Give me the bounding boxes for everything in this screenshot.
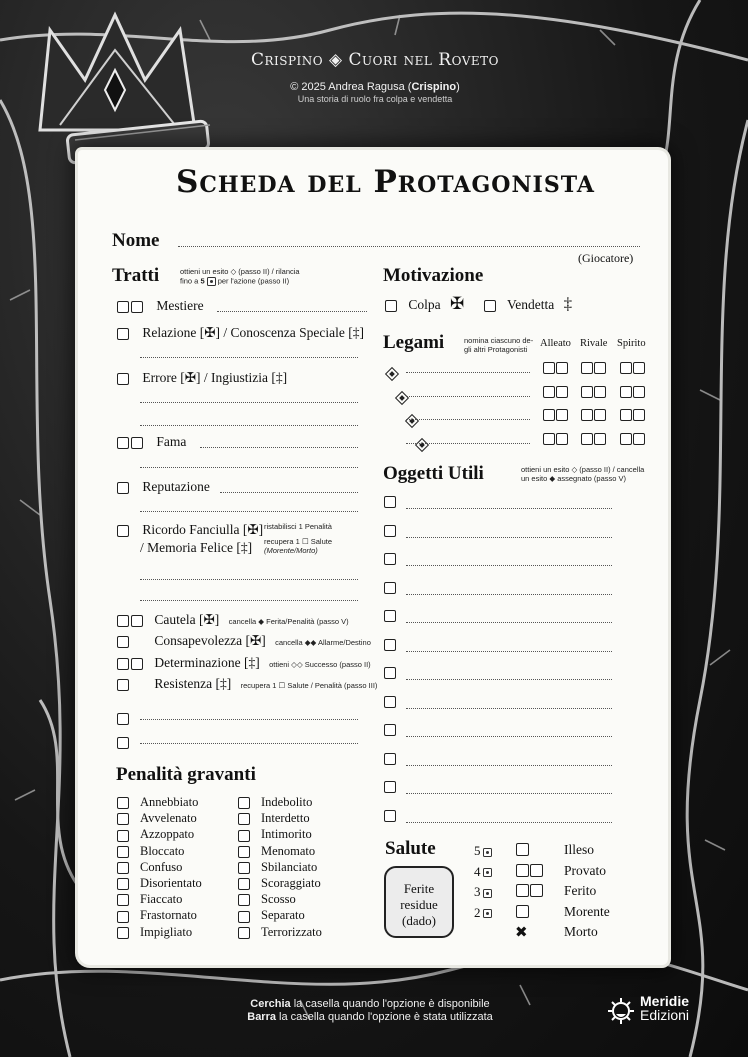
- vendetta-label: Vendetta: [507, 297, 555, 312]
- brand-right: Cuori nel Roveto: [348, 50, 499, 70]
- penalita-item-row: [117, 892, 182, 907]
- errore-checkbox[interactable]: [117, 373, 129, 385]
- determinazione-row: [117, 655, 371, 671]
- legame-alleato-checkbox[interactable]: [556, 433, 568, 445]
- penalita-item-row: [117, 844, 184, 859]
- legame-spirito-checkbox[interactable]: [620, 409, 632, 421]
- copyright: [240, 81, 510, 93]
- oggetto-field[interactable]: [406, 508, 612, 509]
- legame-name-field[interactable]: [406, 372, 530, 373]
- cautela-checkbox-2[interactable]: [131, 615, 143, 627]
- oggetto-checkbox[interactable]: [384, 810, 396, 822]
- penalita-item-row: [117, 795, 198, 810]
- oggetto-checkbox[interactable]: [384, 724, 396, 736]
- cautela-checkbox-1[interactable]: [117, 615, 129, 627]
- penalita-item-label: Fiaccato: [140, 892, 183, 907]
- reputazione-label: Reputazione: [142, 479, 210, 494]
- penalita-item-checkbox[interactable]: [238, 927, 250, 939]
- motivazione-title: Motivazione: [383, 265, 484, 286]
- fama-row: [117, 434, 186, 450]
- page-title: Scheda del Protagonista: [176, 164, 595, 200]
- legame-spirito-checkbox[interactable]: [620, 433, 632, 445]
- salute-checkbox[interactable]: [516, 864, 529, 877]
- salute-level-label: Morente: [564, 903, 610, 919]
- oggetto-field[interactable]: [406, 765, 612, 766]
- dead-cross-icon: ✖: [515, 923, 528, 941]
- legame-spirito-checkbox[interactable]: [633, 362, 645, 374]
- oggetto-checkbox[interactable]: [384, 496, 396, 508]
- mestiere-label: Mestiere: [156, 298, 204, 313]
- salute-level-number: [474, 905, 492, 921]
- ricordo-row: [117, 522, 263, 538]
- penalita-item-checkbox[interactable]: [238, 911, 250, 923]
- mestiere-checkbox-1[interactable]: [117, 301, 129, 313]
- legame-name-field[interactable]: [406, 443, 530, 444]
- crown-illustration: [40, 15, 210, 163]
- errore-label: Errore [✠] / Ingiustizia [‡]: [142, 370, 288, 385]
- errore-row: [117, 370, 287, 386]
- copyright-name: Crispino: [411, 81, 457, 93]
- ricordo-field-1[interactable]: [140, 579, 358, 580]
- salute-level-num: 2: [474, 904, 481, 920]
- oggetto-field[interactable]: [406, 537, 612, 538]
- penalita-item-row: [117, 811, 197, 826]
- resistenza-note: recupera 1 ☐ Salute / Penalità (passo III): [240, 681, 378, 690]
- oggetto-field[interactable]: [406, 679, 612, 680]
- legami-note-b: gli altri Protagonisti: [464, 344, 528, 354]
- determinazione-checkbox-2[interactable]: [131, 658, 143, 670]
- penalita-item-label: Separato: [261, 908, 305, 923]
- penalita-item-label: Annebbiato: [140, 795, 199, 809]
- legami-note-a: nomina ciascuno de-: [464, 336, 534, 345]
- penalita-item-checkbox[interactable]: [117, 813, 129, 825]
- legame-alleato-checkbox[interactable]: [543, 433, 555, 445]
- fama-checkbox-2[interactable]: [131, 437, 143, 449]
- penalita-item-label: Intimorito: [261, 827, 312, 842]
- legame-spirito-checkbox[interactable]: [633, 386, 645, 398]
- resistenza-checkbox[interactable]: [117, 679, 129, 691]
- legame-alleato-checkbox[interactable]: [556, 409, 568, 421]
- legame-name-field[interactable]: [406, 419, 530, 420]
- penalita-item-checkbox[interactable]: [238, 830, 250, 842]
- double-dagger-icon: ‡: [563, 294, 573, 313]
- ricordo-note-1: ristabilisci 1 Penalità: [264, 522, 332, 531]
- penalita-item-checkbox[interactable]: [238, 878, 250, 890]
- copyright-suffix: ): [456, 81, 460, 93]
- legame-alleato-checkbox[interactable]: [543, 409, 555, 421]
- penalita-item-checkbox[interactable]: [117, 797, 129, 809]
- penalita-item-label: Impigliato: [140, 924, 193, 939]
- extra-trait-field-1[interactable]: [140, 719, 358, 720]
- legame-alleato-checkbox[interactable]: [543, 386, 555, 398]
- penalita-item-checkbox[interactable]: [238, 797, 250, 809]
- penalita-item-label: Disorientato: [140, 876, 202, 890]
- fama-field-1[interactable]: [200, 447, 358, 448]
- penalita-item-label: Azzoppato: [140, 827, 195, 842]
- legame-alleato-checkbox[interactable]: [556, 386, 568, 398]
- footer-line1: la casella quando l'opzione è disponibile: [290, 998, 490, 1010]
- fama-field-2[interactable]: [140, 467, 358, 468]
- brand-separator: ◈: [329, 50, 343, 70]
- ricordo-field-2[interactable]: [140, 600, 358, 601]
- penalita-item-label: Interdetto: [261, 811, 310, 826]
- oggetti-note-b: un esito ◆ assegnato (passo V): [521, 473, 626, 483]
- oggetti-title: Oggetti Utili: [383, 463, 484, 484]
- resistenza-label: Resistenza [‡]: [154, 676, 232, 691]
- legame-spirito-checkbox[interactable]: [633, 433, 645, 445]
- legame-rivale-checkbox[interactable]: [581, 362, 593, 374]
- tratti-note-b-num: 5: [200, 275, 205, 285]
- penalita-item-label: Terrorizzato: [261, 924, 322, 939]
- penalita-title: Penalità gravanti: [116, 764, 256, 785]
- salute-level-number: [474, 843, 492, 859]
- salute-level-num: 4: [474, 863, 481, 879]
- salute-level-number: [474, 884, 492, 900]
- oggetto-field[interactable]: [406, 651, 612, 652]
- penalita-item-checkbox[interactable]: [238, 862, 250, 874]
- nome-field[interactable]: [178, 246, 640, 247]
- penalita-item-label: Menomato: [261, 843, 316, 858]
- consapevolezza-label: Consapevolezza [✠]: [154, 633, 266, 648]
- relazione-row: [117, 325, 364, 341]
- penalita-item-label: Sbilanciato: [261, 859, 318, 874]
- oggetto-checkbox[interactable]: [384, 667, 396, 679]
- sun-icon: [606, 996, 636, 1026]
- oggetto-checkbox[interactable]: [384, 696, 396, 708]
- penalita-item-row: [117, 876, 202, 891]
- oggetto-checkbox[interactable]: [384, 610, 396, 622]
- ferite-label: Ferite residue (dado): [400, 881, 438, 928]
- ricordo-note-2b: (Morente/Morto): [264, 545, 318, 555]
- penalita-item-label: Scosso: [261, 892, 296, 907]
- extra-trait-checkbox-2[interactable]: [117, 737, 129, 749]
- legame-rivale-checkbox[interactable]: [581, 433, 593, 445]
- oggetto-field[interactable]: [406, 793, 612, 794]
- penalita-item-label: Indebolito: [261, 795, 313, 809]
- legame-rivale-checkbox[interactable]: [594, 362, 606, 374]
- cautela-note: cancella ◆ Ferita/Penalità (passo V): [228, 617, 349, 626]
- extra-trait-checkbox-1[interactable]: [117, 713, 129, 725]
- legami-col-alleato: Alleato: [540, 338, 571, 349]
- oggetto-checkbox[interactable]: [384, 753, 396, 765]
- oggetto-field[interactable]: [406, 594, 612, 595]
- tratti-note-a: ottieni un esito ◇ (passo II) / rilancia: [180, 267, 300, 276]
- salute-checkbox[interactable]: [516, 905, 529, 918]
- legami-note: [464, 337, 533, 354]
- penalita-item-checkbox[interactable]: [117, 927, 129, 939]
- publisher-name: Meridie: [640, 993, 690, 1009]
- legami-col-spirito: Spirito: [617, 338, 646, 349]
- cross-patee-icon: ✠: [450, 294, 465, 313]
- extra-trait-field-2[interactable]: [140, 743, 358, 744]
- legame-spirito-checkbox[interactable]: [620, 362, 632, 374]
- legame-rivale-checkbox[interactable]: [594, 433, 606, 445]
- oggetto-checkbox[interactable]: [384, 781, 396, 793]
- relazione-label: Relazione [✠] / Conoscenza Speciale [‡]: [142, 325, 364, 340]
- legami-title: Legami: [383, 332, 445, 353]
- oggetto-checkbox[interactable]: [384, 525, 396, 537]
- penalita-item-row: [117, 908, 197, 923]
- ricordo-note-2: [264, 538, 332, 555]
- salute-level-label: Morto: [564, 924, 598, 939]
- penalita-item-row: [238, 844, 315, 859]
- ricordo-note-2a: recupera 1 ☐ Salute: [264, 537, 333, 546]
- penalita-item-checkbox[interactable]: [238, 894, 250, 906]
- cautela-label: Cautela [✠]: [154, 612, 220, 627]
- nome-label: Nome: [112, 230, 160, 251]
- tratti-title: Tratti: [112, 265, 160, 286]
- legame-rivale-checkbox[interactable]: [594, 409, 606, 421]
- salute-level-num: 3: [474, 884, 481, 899]
- penalita-item-row: [238, 860, 317, 875]
- footer-legend: [220, 998, 520, 1024]
- oggetto-checkbox[interactable]: [384, 553, 396, 565]
- determinazione-note: ottieni ◇◇ Successo (passo II): [269, 660, 371, 669]
- resistenza-row: [117, 676, 377, 692]
- salute-checkbox[interactable]: [530, 884, 543, 897]
- legame-spirito-checkbox[interactable]: [633, 409, 645, 421]
- oggetto-field[interactable]: [406, 736, 612, 737]
- footer-line2: la casella quando l'opzione è stata utilizzata: [276, 1011, 493, 1023]
- die-icon: [207, 277, 216, 286]
- oggetti-note-a: ottieni un esito ◇ (passo II) / cancella: [521, 465, 645, 474]
- oggetto-field[interactable]: [406, 565, 612, 566]
- reputazione-field-2[interactable]: [140, 511, 358, 512]
- legame-rivale-checkbox[interactable]: [581, 409, 593, 421]
- penalita-item-checkbox[interactable]: [117, 911, 129, 923]
- salute-level-num: 5: [474, 843, 481, 858]
- legame-rivale-checkbox[interactable]: [594, 386, 606, 398]
- brand-left: Crispino: [250, 50, 324, 70]
- motivazione-row: [385, 294, 572, 314]
- oggetto-field[interactable]: [406, 708, 612, 709]
- copyright-prefix: © 2025 Andrea Ragusa (: [290, 81, 412, 93]
- footer-cerchia: Cerchia: [250, 998, 291, 1010]
- die-icon: [483, 868, 492, 877]
- legame-spirito-checkbox[interactable]: [620, 386, 632, 398]
- oggetti-note: [521, 466, 644, 483]
- reputazione-row: [117, 479, 210, 495]
- relazione-field[interactable]: [140, 357, 358, 358]
- consapevolezza-checkbox[interactable]: [117, 636, 129, 648]
- ricordo-label-b: / Memoria Felice [‡]: [140, 540, 253, 555]
- penalita-item-row: [238, 811, 310, 826]
- penalita-item-checkbox[interactable]: [117, 830, 129, 842]
- penalita-item-row: [117, 925, 192, 940]
- reputazione-checkbox[interactable]: [117, 482, 129, 494]
- ricordo-label-a: Ricordo Fanciulla [✠]: [142, 522, 264, 537]
- penalita-item-label: Avvelenato: [140, 811, 197, 826]
- penalita-item-checkbox[interactable]: [117, 878, 129, 890]
- salute-checkbox[interactable]: [516, 884, 529, 897]
- salute-level-label: Provato: [564, 862, 606, 878]
- salute-checkbox[interactable]: [530, 864, 543, 877]
- consapevolezza-note: cancella ◆◆ Allarme/Destino: [275, 638, 371, 647]
- penalita-item-checkbox[interactable]: [117, 894, 129, 906]
- penalita-item-row: [238, 925, 322, 940]
- penalita-item-label: Bloccato: [140, 843, 185, 858]
- oggetto-checkbox[interactable]: [384, 582, 396, 594]
- mestiere-checkbox-2[interactable]: [131, 301, 143, 313]
- legame-rivale-checkbox[interactable]: [581, 386, 593, 398]
- salute-level-label: Ferito: [564, 883, 597, 898]
- penalita-item-checkbox[interactable]: [117, 862, 129, 874]
- footer-barra: Barra: [247, 1011, 276, 1023]
- fama-checkbox-1[interactable]: [117, 437, 129, 449]
- die-icon: [483, 909, 492, 918]
- cautela-row: [117, 612, 349, 628]
- penalita-item-checkbox[interactable]: [117, 846, 129, 858]
- giocatore-label: (Giocatore): [578, 251, 634, 265]
- salute-checkbox[interactable]: [516, 843, 529, 856]
- legame-name-field[interactable]: [406, 396, 530, 397]
- legame-alleato-checkbox[interactable]: [543, 362, 555, 374]
- ricordo-checkbox[interactable]: [117, 525, 129, 537]
- die-icon: [483, 889, 492, 898]
- colpa-label: Colpa: [408, 297, 441, 312]
- errore-field-2[interactable]: [140, 425, 358, 426]
- oggetto-checkbox[interactable]: [384, 639, 396, 651]
- oggetto-field[interactable]: [406, 822, 612, 823]
- extra-trait-row-1: [117, 708, 129, 727]
- penalita-item-row: [117, 860, 182, 875]
- penalita-item-row: [238, 795, 312, 810]
- vendetta-checkbox[interactable]: [484, 300, 496, 312]
- penalita-item-label: Frastornato: [140, 908, 197, 923]
- penalita-item-row: [238, 892, 296, 907]
- salute-title: Salute: [385, 838, 436, 859]
- die-icon: [483, 848, 492, 857]
- extra-trait-row-2: [117, 732, 129, 751]
- penalita-item-row: [238, 827, 312, 842]
- relazione-checkbox[interactable]: [117, 328, 129, 340]
- header: [240, 50, 510, 104]
- salute-level-label: Illeso: [564, 842, 594, 857]
- legame-alleato-checkbox[interactable]: [556, 362, 568, 374]
- ferite-residue-box[interactable]: [384, 866, 454, 938]
- reputazione-field-1[interactable]: [220, 492, 358, 493]
- errore-field-1[interactable]: [140, 402, 358, 403]
- fama-label: Fama: [156, 434, 187, 449]
- legami-col-rivale: Rivale: [580, 338, 608, 349]
- penalita-item-label: Confuso: [140, 859, 183, 874]
- penalita-item-row: [238, 876, 321, 891]
- consapevolezza-row: [117, 633, 371, 649]
- penalita-item-checkbox[interactable]: [238, 846, 250, 858]
- tratti-note-b-post: per l'azione (passo II): [215, 275, 290, 285]
- mestiere-row: [117, 298, 204, 314]
- penalita-item-label: Scoraggiato: [261, 876, 321, 890]
- oggetto-field[interactable]: [406, 622, 612, 623]
- penalita-item-row: [117, 827, 194, 842]
- mestiere-field[interactable]: [217, 311, 367, 312]
- tratti-note: [180, 268, 300, 286]
- brand-line: [240, 50, 510, 70]
- colpa-checkbox[interactable]: [385, 300, 397, 312]
- determinazione-checkbox-1[interactable]: [117, 658, 129, 670]
- tratti-note-b-pre: fino a: [180, 275, 201, 285]
- salute-level-number: [474, 864, 492, 880]
- determinazione-label: Determinazione [‡]: [154, 655, 260, 670]
- tagline: Una storia di ruolo fra colpa e vendetta: [297, 94, 453, 104]
- penalita-item-checkbox[interactable]: [238, 813, 250, 825]
- penalita-item-row: [238, 908, 305, 923]
- publisher-logo: [606, 994, 689, 1023]
- publisher-sub: Edizioni: [640, 1007, 690, 1023]
